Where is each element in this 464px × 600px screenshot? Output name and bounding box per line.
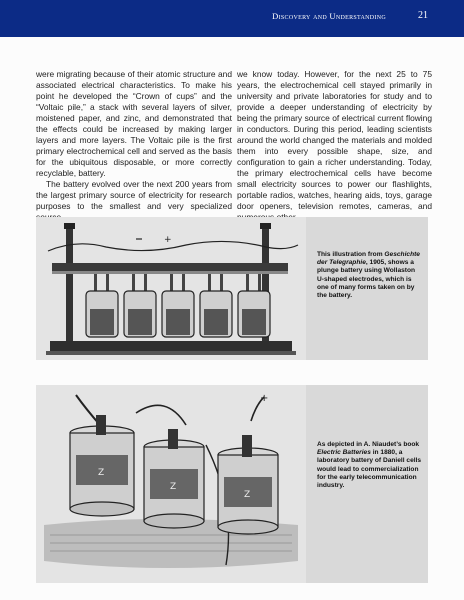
caption-text: As depicted in A. Niaudet’s book xyxy=(317,441,420,448)
figure-daniell-cells xyxy=(36,385,428,583)
caption-text: in 1880, a laboratory battery of Daniell cells would lead to commercialization for the early telecommunication industry. xyxy=(317,449,422,490)
plunge-battery-illustration xyxy=(36,217,306,360)
figure-caption xyxy=(317,441,423,490)
cell-label: Z xyxy=(244,490,251,500)
caption-source-title: Electric Batteries xyxy=(317,449,371,457)
page-number: 21 xyxy=(418,10,428,21)
running-header-title: Discovery and Understanding xyxy=(272,11,386,21)
plus-terminal-label: + xyxy=(164,235,172,245)
text-column-left xyxy=(36,69,232,223)
running-header xyxy=(0,0,464,37)
cell-label: Z xyxy=(98,468,105,478)
text-column-right xyxy=(237,69,432,223)
cell-label: Z xyxy=(170,482,177,492)
caption-text: , 1905, shows a plunge battery using Wollaston U-shaped electrodes, which is one of many forms taken on by the battery. xyxy=(317,259,416,300)
caption-source-title: Geschichte der Telegraphie xyxy=(317,251,420,267)
paragraph: were migrating because of their atomic structure and associated electrical characteristics. To make his point he developed the “Crown of cups” and the “Voltaic pile,” a stack with several layers of silver, moistened paper, and zinc, and demonstrated that the effects could be increased by making larger layers and more layers. The Voltaic pile is the first primary electrochemical cell and served as the basis for the ubiquitous disposable, or more correctly recyclable, battery. xyxy=(36,69,232,178)
daniell-cells-illustration xyxy=(36,385,306,583)
figure-plunge-battery xyxy=(36,217,428,360)
paragraph: we know today. However, for the next 25 to 75 years, the electrochemical cell stayed primarily in university and private laboratories for study and to provide a deeper understanding of electricity by being the primary source of electrical current flowing in conductors. During this period, leading scientists around the world changed the materials and molded them into every possible shape, size, and configuration to gain a richer understanding. Today, the primary electrochemical cells have become small electricity sources to power our flashlights, portable radios, watches, hearing aids, toys, garage door openers, television remotes, cameras, and xyxy=(237,69,432,211)
figure-caption xyxy=(317,251,423,300)
caption-text: This illustration from xyxy=(317,251,385,258)
plus-terminal-label: + xyxy=(260,393,269,404)
paragraph: The battery evolved over the next 200 years from the largest primary source of electricity for research purposes to the smallest and very specialized xyxy=(36,179,232,211)
